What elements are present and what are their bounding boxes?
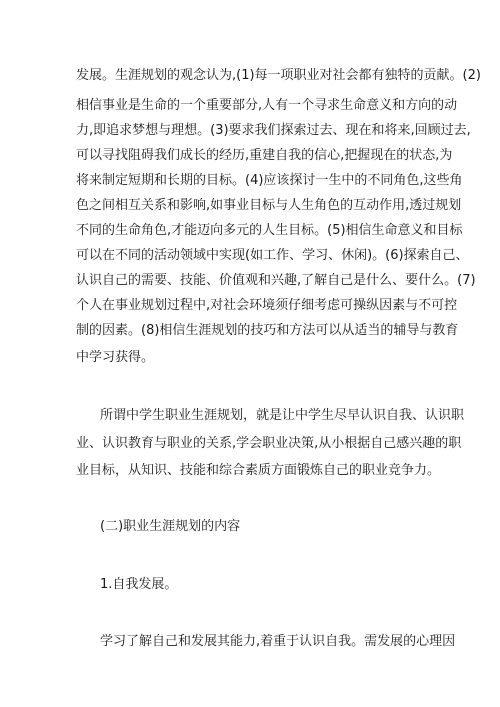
text-line: 学习了解自己和发展其能力,着重于认识自我。需发展的心理因	[100, 634, 456, 649]
text-line: 发展。生涯规划的观念认为,(1)每一项职业对社会都有独特的贡献。(2)	[76, 68, 481, 83]
subsection-heading: 1.自我发展。	[100, 577, 178, 592]
text-line: 将来制定短期和长期的目标。(4)应该探讨一生中的不同角色,这些角	[76, 173, 463, 188]
text-line: 色之间相互关系和影响,如事业目标与人生角色的互动作用,透过规划	[76, 198, 462, 213]
text-line: 业、认识教育与职业的关系,学会职业决策,从小根据自己感兴趣的职	[76, 436, 462, 451]
text-line: 中学习获得。	[76, 350, 155, 365]
text-line: 不同的生命角色,才能迈向多元的人生目标。(5)相信生命意义和目标	[76, 223, 463, 238]
text-line: 业目标，从知识、技能和综合素质方面锻炼自己的职业竞争力。	[76, 463, 441, 478]
text-line: 力,即追求梦想与理想。(3)要求我们探索过去、现在和将来,回顾过去,	[76, 123, 471, 138]
text-line: 制的因素。(8)相信生涯规划的技巧和方法可以从适当的辅导与教育	[76, 323, 459, 338]
text-line: 个人在事业规划过程中,对社会环境须仔细考虑可操纵因素与不可控	[76, 298, 458, 313]
text-line: 可以在不同的活动领域中实现(如工作、学习、休闲)。(6)探索自己、	[76, 248, 469, 263]
text-line: 认识自己的需要、技能、价值观和兴趣,了解自己是什么、要什么。(7)	[76, 273, 476, 288]
text-line: 相信事业是生命的一个重要部分,人有一个寻求生命意义和方向的动	[76, 98, 458, 113]
text-line: 可以寻找阻碍我们成长的经历,重建自我的信心,把握现在的状态,为	[76, 148, 453, 163]
section-heading: (二)职业生涯规划的内容	[100, 519, 241, 534]
text-line: 所谓中学生职业生涯规划，就是让中学生尽早认识自我、认识职	[100, 408, 465, 423]
